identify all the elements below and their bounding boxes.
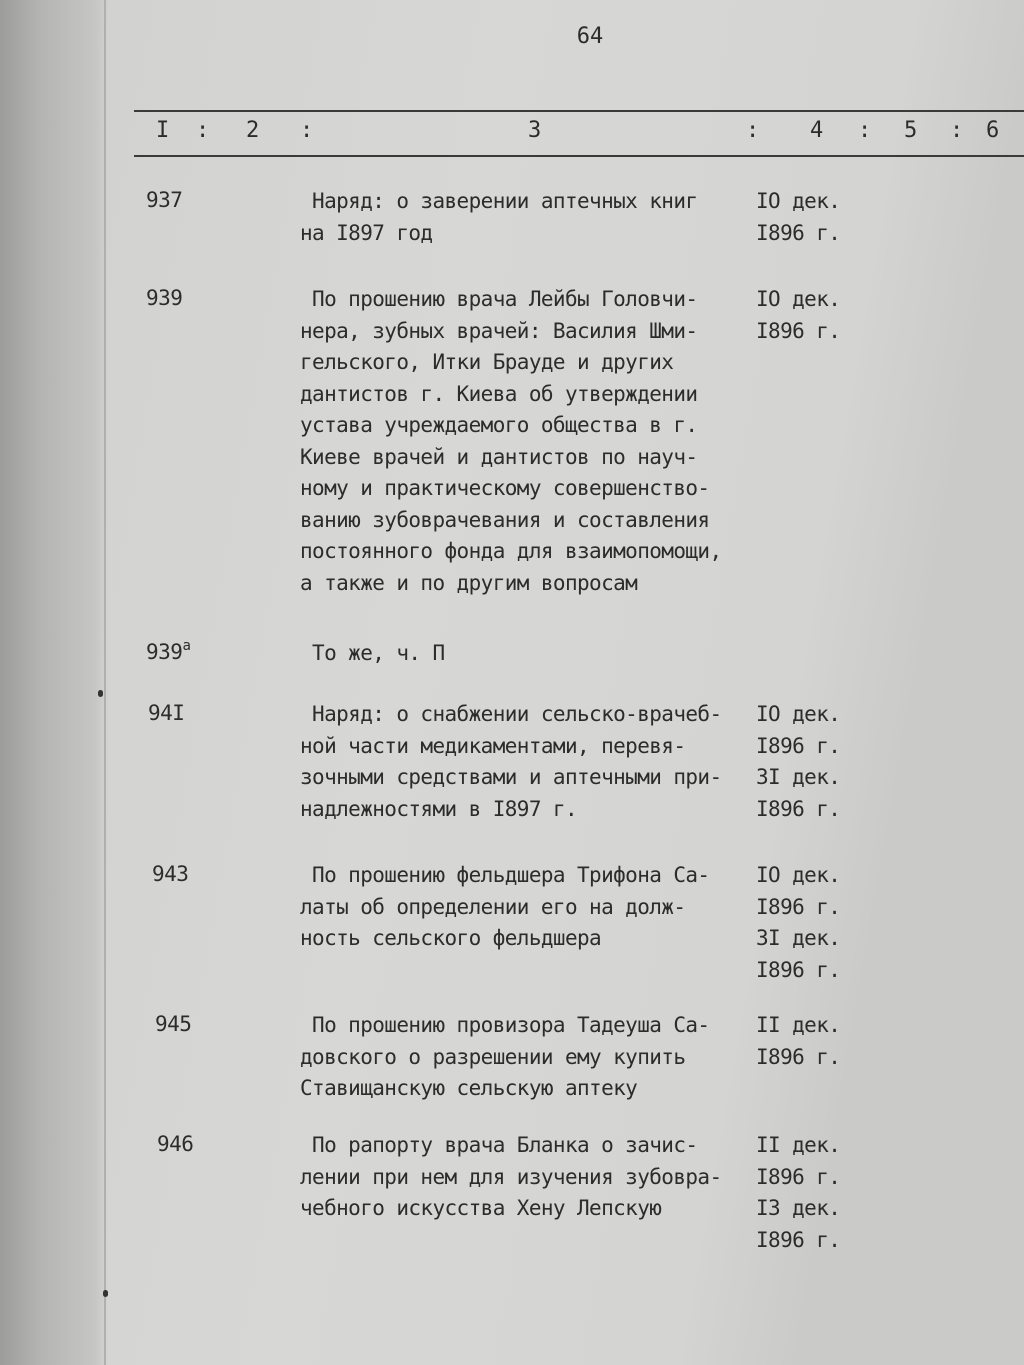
entry-description: Наряд: о заверении аптечных книг на I897 год bbox=[300, 189, 698, 245]
entry-dates: IO дек. I896 г. bbox=[756, 287, 841, 343]
table-header-bottom-rule bbox=[134, 155, 1024, 157]
entry-number: 946 bbox=[157, 1132, 194, 1156]
entry-number: 943 bbox=[152, 862, 189, 886]
table-header-top-rule bbox=[134, 110, 1024, 112]
entry-dates: IO дек. I896 г. bbox=[756, 189, 841, 245]
binding-hole-mark bbox=[98, 690, 103, 697]
entry-description: По прошению провизора Тадеуша Са- довского о разрешении ему купить Ставищанскую сельскую аптеку bbox=[300, 1013, 710, 1100]
table-header-row bbox=[134, 118, 1024, 150]
header-sep: : bbox=[746, 118, 760, 143]
header-col-1: I bbox=[156, 118, 170, 143]
entry-number: $939^а$ bbox=[146, 638, 191, 664]
book-binding-shadow bbox=[0, 0, 108, 1365]
header-sep: : bbox=[300, 118, 314, 143]
header-col-3: 3 bbox=[528, 118, 542, 143]
entry-dates: II дек. I896 г. I3 дек. I896 г. bbox=[756, 1133, 841, 1252]
entry-description: По прошению врача Лейбы Головчи- нера, зубных врачей: Василия Шми- гельского, Итки Брауде и других дантистов г. Киева об утверждении устава учреждаемого общества в г. Киеве врачей и дантистов по науч- ному и практическому совершенство- ванию зубоврачевания и составления постоянного фонда для взаимопомощи, а также и по другим вопросам bbox=[300, 287, 722, 595]
page-number: 64 bbox=[576, 24, 604, 49]
header-sep: : bbox=[858, 118, 872, 143]
entry-description: По прошению фельдшера Трифона Са- латы об определении его на долж- ность сельского фельдшера bbox=[300, 863, 710, 950]
entry-number: 945 bbox=[155, 1012, 192, 1036]
entry-description: Наряд: о снабжении сельско-врачеб- ной части медикаментами, перевя- зочными средствами и аптечными при- надлежностями в I897 г. bbox=[300, 702, 722, 821]
entry-number: 94I bbox=[148, 701, 185, 725]
header-col-6: 6 bbox=[986, 118, 1000, 143]
entry-description: По рапорту врача Бланка о зачис- лении при нем для изучения зубовра- чебного искусства Хену Лепскую bbox=[300, 1133, 722, 1220]
header-col-5: 5 bbox=[904, 118, 918, 143]
entry-number: 937 bbox=[146, 188, 183, 212]
binding-hole-mark bbox=[103, 1290, 108, 1297]
binding-edge-line bbox=[104, 0, 106, 1365]
entry-dates: IO дек. I896 г. 3I дек. I896 г. bbox=[756, 863, 841, 982]
entry-number: 939 bbox=[146, 286, 183, 310]
entry-dates: II дек. I896 г. bbox=[756, 1013, 841, 1069]
entry-dates: IO дек. I896 г. 3I дек. I896 г. bbox=[756, 702, 841, 821]
header-col-2: 2 bbox=[246, 118, 260, 143]
entry-description: То же, ч. П bbox=[300, 641, 445, 665]
header-col-4: 4 bbox=[810, 118, 824, 143]
header-sep: : bbox=[950, 118, 964, 143]
header-sep: : bbox=[196, 118, 210, 143]
